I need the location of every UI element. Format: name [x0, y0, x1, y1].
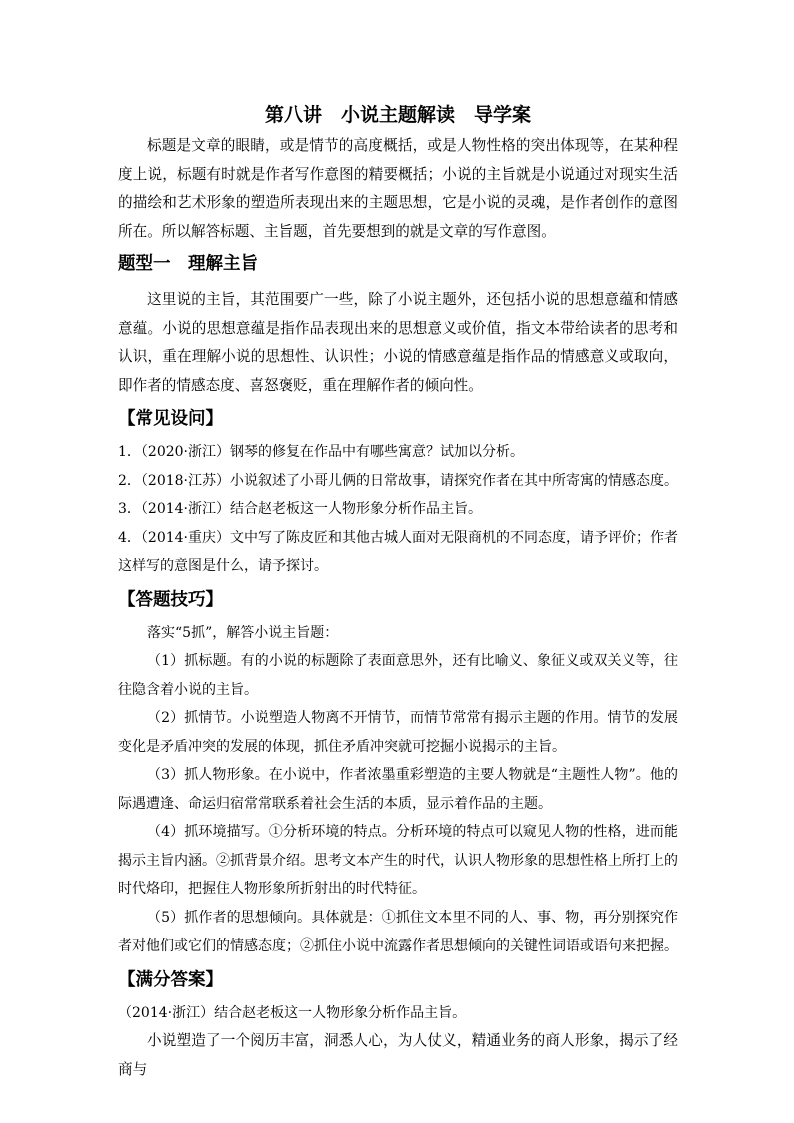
question-type-heading: 题型一 理解主旨 [118, 254, 258, 274]
answer-tip-item: （4）抓环境描写。①分析环境的特点。分析环境的特点可以窥见人物的性格，进而能揭示主旨内涵。②抓背景介绍。思考文本产生的时代，认识人物形象的思想性格上所打上的时代烙印，把握住人物形象所折射出的时代特征。 [118, 824, 678, 897]
answer-tip-item: （1）抓标题。有的小说的标题除了表面意思外，还有比喻义、象征义或双关义等，往往隐含着小说的主旨。 [118, 653, 678, 698]
document-page [118, 100, 678, 1084]
answer-question: （2014·浙江）结合赵老板这一人物形象分析作品主旨。 [118, 1004, 467, 1021]
common-question-item: 3．（2014·浙江）结合赵老板这一人物形象分析作品主旨。 [118, 501, 482, 517]
common-question-item: 1．（2020·浙江）钢琴的修复在作品中有哪些寓意？试加以分析。 [118, 444, 524, 460]
answer-tips-intro: 落实“5抓”，解答小说主旨题： [147, 624, 339, 641]
common-question-item: 2．（2018·江苏）小说叙述了小哥儿俩的日常故事，请探究作者在其中所寄寓的情感态度。 [118, 472, 678, 489]
intro-paragraph: 标题是文章的眼睛，或是情节的高度概括，或是人物性格的突出体现等，在某种程度上说，标题有时就是作者写作意图的精要概括；小说的主旨就是小说通过对现实生活的描绘和艺术形象的塑造所表现出来的主题思想，它是小说的灵魂，是作者创作的意图所在。所以解答标题、主旨题，首先要想到的就是文章的写作意图。 [118, 137, 678, 240]
common-questions-list [118, 438, 678, 581]
answer-text: 小说塑造了一个阅历丰富，洞悉人心，为人仗义，精通业务的商人形象，揭示了经商与 [118, 1032, 678, 1078]
full-score-answer-heading: 【满分答案】 [118, 969, 223, 990]
answer-tips-heading: 【答题技巧】 [118, 589, 223, 610]
answer-tip-item: （3）抓人物形象。在小说中，作者浓墨重彩塑造的主要人物就是“主题性人物”。他的际遇遭逢、命运归宿常常联系着社会生活的本质，显示着作品的主题。 [118, 767, 678, 812]
question-type-description: 这里说的主旨，其范围要广一些，除了小说主题外，还包括小说的思想意蕴和情感意蕴。小说的思想意蕴是指作品表现出来的思想意义或价值，指文本带给读者的思考和认识，重在理解小说的思想性、认识性；小说的情感意蕴是指作品的情感意义或取向，即作者的情感态度、喜怒褒贬，重在理解作者的倾向性。 [118, 291, 678, 394]
common-question-item: 4．（2014·重庆）文中写了陈皮匠和其他古城人面对无限商机的不同态度，请予评价；作者这样写的意图是什么，请予探讨。 [118, 529, 678, 574]
page-title: 第八讲 小说主题解读 导学案 [264, 104, 531, 126]
common-questions-heading: 【常见设问】 [118, 409, 223, 429]
answer-tip-item: （2）抓情节。小说塑造人物离不开情节，而情节常常有揭示主题的作用。情节的发展变化是矛盾冲突的发展的体现，抓住矛盾冲突就可挖掘小说揭示的主旨。 [118, 710, 678, 755]
answer-tip-item: （5）抓作者的思想倾向。具体就是：①抓住文本里不同的人、事、物，再分别探究作者对他们或它们的情感态度；②抓住小说中流露作者思想倾向的关键性词语或语句来把握。 [118, 909, 678, 954]
